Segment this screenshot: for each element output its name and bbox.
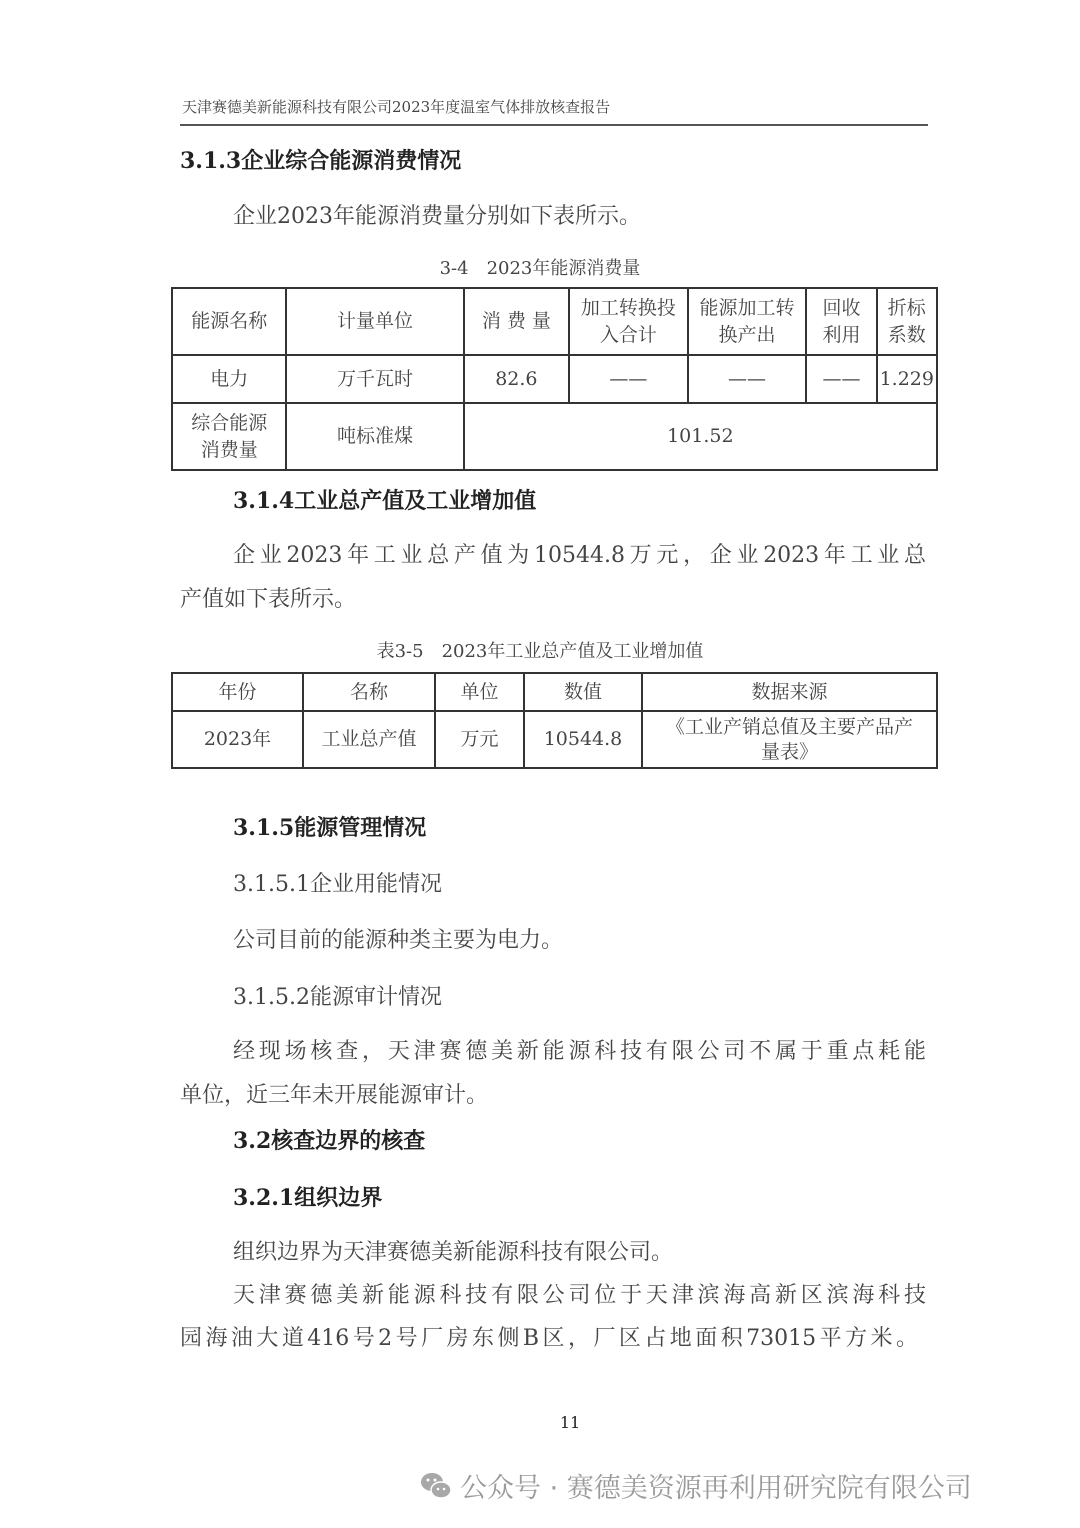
header-cell: 数据来源 bbox=[642, 673, 937, 711]
table-total-row bbox=[172, 403, 937, 470]
heading-3-2: 3.2核查边界的核查 bbox=[233, 1128, 426, 1154]
header-cell: 能源加工转换产出 bbox=[688, 288, 807, 355]
table-caption: 表3-5 2023年工业总产值及工业增加值 bbox=[376, 641, 704, 662]
energy-consumption-table bbox=[171, 287, 938, 471]
page-number: 11 bbox=[559, 1413, 581, 1432]
paragraph: 天津赛德美新能源科技有限公司位于天津滨海高新区滨海科技 bbox=[233, 1283, 926, 1308]
header-cell: 能源名称 bbox=[172, 288, 286, 355]
header-cell: 加工转换投入合计 bbox=[569, 288, 688, 355]
wechat-icon bbox=[420, 1471, 452, 1501]
cell: 2023年 bbox=[172, 711, 303, 768]
subheading: 3.1.5.2能源审计情况 bbox=[233, 985, 442, 1010]
table-row bbox=[172, 711, 937, 768]
heading-3-1-4: 3.1.4工业总产值及工业增加值 bbox=[233, 488, 537, 514]
watermark bbox=[420, 1466, 972, 1505]
cell: 万元 bbox=[435, 711, 524, 768]
cell: 82.6 bbox=[464, 355, 569, 403]
cell: 万千瓦时 bbox=[286, 355, 463, 403]
header-cell: 年份 bbox=[172, 673, 303, 711]
running-header: 天津赛德美新能源科技有限公司2023年度温室气体排放核查报告 bbox=[182, 98, 611, 116]
paragraph: 单位，近三年未开展能源审计。 bbox=[180, 1083, 489, 1108]
cell: 101.52 bbox=[464, 403, 937, 470]
header-cell: 单位 bbox=[435, 673, 524, 711]
header-cell: 数值 bbox=[524, 673, 642, 711]
paragraph: 企业2023年工业总产值为10544.8万元，企业2023年工业总 bbox=[233, 543, 926, 568]
watermark-text: 公众号 · 赛德美资源再利用研究院有限公司 bbox=[460, 1473, 972, 1504]
cell: 工业总产值 bbox=[303, 711, 435, 768]
cell: 10544.8 bbox=[524, 711, 642, 768]
paragraph: 经现场核查，天津赛德美新能源科技有限公司不属于重点耗能 bbox=[233, 1039, 926, 1064]
heading-3-2-1: 3.2.1组织边界 bbox=[233, 1185, 383, 1211]
header-cell: 名称 bbox=[303, 673, 435, 711]
cell: 1.229 bbox=[877, 355, 937, 403]
paragraph: 园海油大道416号2号厂房东侧B区，厂区占地面积73015平方米。 bbox=[180, 1326, 918, 1351]
header-cell: 折标系数 bbox=[877, 288, 937, 355]
paragraph: 公司目前的能源种类主要为电力。 bbox=[233, 928, 564, 953]
paragraph: 企业2023年能源消费量分别如下表所示。 bbox=[233, 204, 641, 229]
cell: —— bbox=[806, 355, 876, 403]
industrial-output-table bbox=[171, 672, 938, 769]
subheading: 3.1.5.1企业用能情况 bbox=[233, 872, 442, 897]
heading-3-1-3: 3.1.3企业综合能源消费情况 bbox=[180, 148, 462, 174]
heading-3-1-5: 3.1.5能源管理情况 bbox=[233, 815, 427, 841]
paragraph: 组织边界为天津赛德美新能源科技有限公司。 bbox=[233, 1240, 674, 1265]
cell: 《工业产销总值及主要产品产量表》 bbox=[642, 711, 937, 768]
cell: 电力 bbox=[172, 355, 286, 403]
header-cell: 回收利用 bbox=[806, 288, 876, 355]
table-row bbox=[172, 355, 937, 403]
header-cell: 消 费 量 bbox=[464, 288, 569, 355]
cell: 综合能源消费量 bbox=[172, 403, 286, 470]
cell: —— bbox=[569, 355, 688, 403]
cell: —— bbox=[688, 355, 807, 403]
header-cell: 计量单位 bbox=[286, 288, 463, 355]
table-header-row bbox=[172, 288, 937, 355]
table-header-row bbox=[172, 673, 937, 711]
paragraph: 产值如下表所示。 bbox=[180, 587, 357, 612]
table-caption: 3-4 2023年能源消费量 bbox=[439, 258, 641, 279]
header-rule bbox=[180, 124, 928, 126]
cell: 吨标准煤 bbox=[286, 403, 463, 470]
